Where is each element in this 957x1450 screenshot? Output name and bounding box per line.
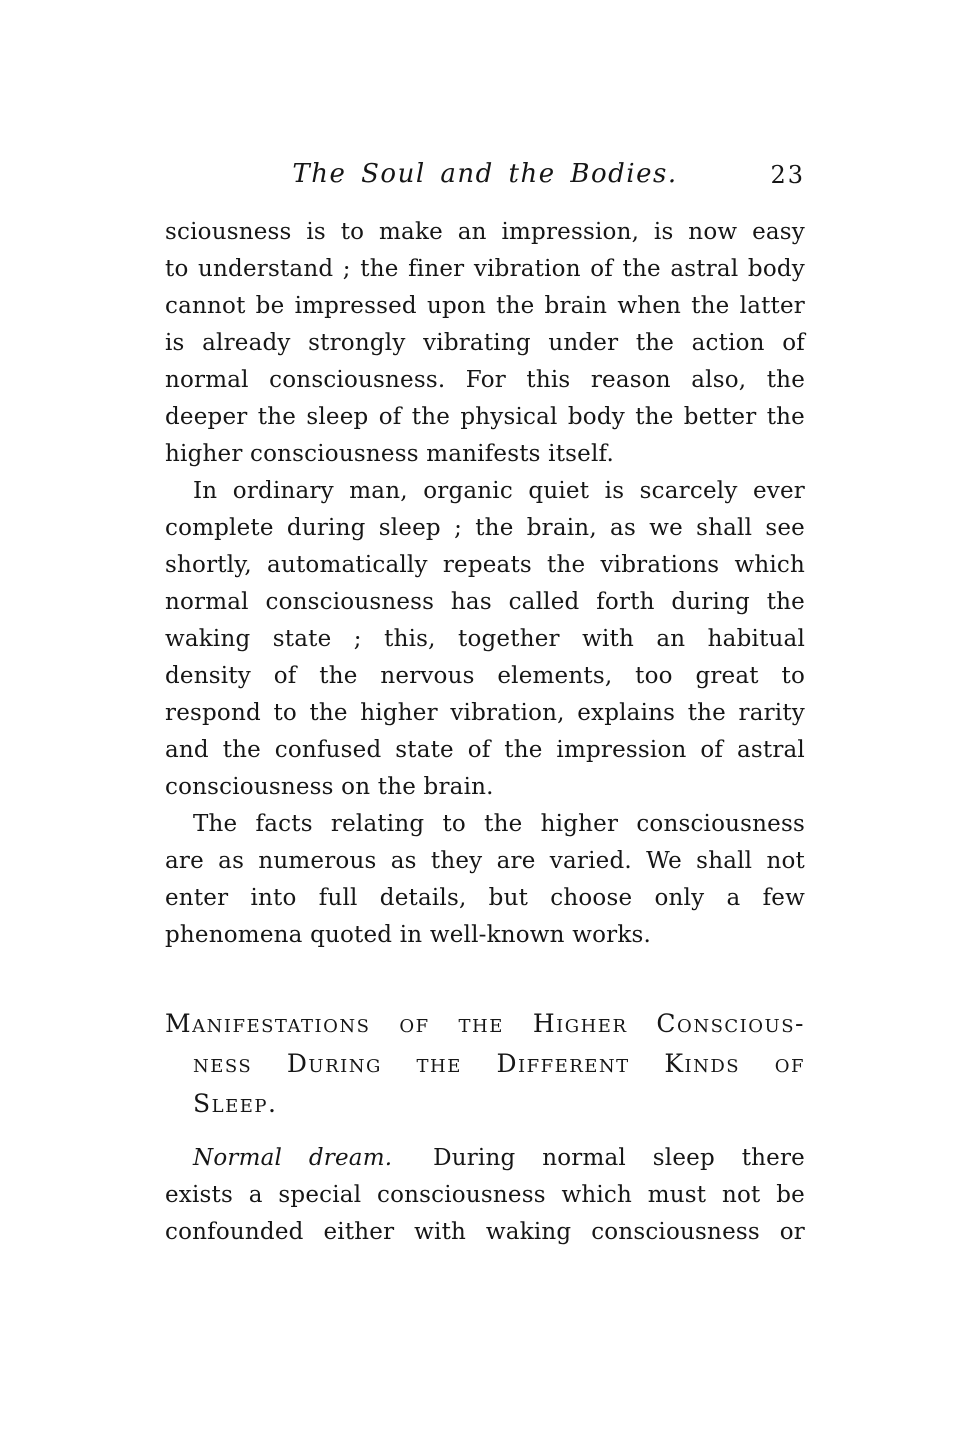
paragraph-1 [165,214,805,473]
text-line: enter into full details, but choose only a few [165,885,805,911]
text-line: normal consciousness has called forth during the [165,589,805,615]
text-line: deeper the sleep of the physical body the better the [165,404,805,430]
text-line: confounded either with waking consciousness or [165,1219,805,1245]
section-heading [165,1004,805,1124]
text-line: and the confused state of the impression of astral [165,737,805,763]
text-line: is already strongly vibrating under the action of [165,330,805,356]
text-line: shortly, automatically repeats the vibrations which [165,552,805,578]
text-line: In ordinary man, organic quiet is scarcely ever [193,478,805,504]
section-heading-line: Sleep. [193,1089,278,1118]
text-line: sciousness is to make an impression, is now easy [165,219,805,245]
text-line [165,1140,805,1177]
text-line: respond to the higher vibration, explains the rarity [165,700,805,726]
text-line: higher consciousness manifests itself. [165,441,614,467]
text-line: exists a special consciousness which must not be [165,1182,805,1208]
text-line: complete during sleep ; the brain, as we shall see [165,515,805,541]
text-line: waking state ; this, together with an habitual [165,626,805,652]
paragraph-3 [165,806,805,954]
text-line: cannot be impressed upon the brain when the latter [165,293,805,319]
page-header [165,158,805,190]
paragraph-4 [165,1140,805,1251]
section-heading-line: Manifestations of the Higher Conscious- [165,1009,805,1038]
text-line: consciousness on the brain. [165,774,494,800]
text-line: to understand ; the finer vibration of the astral body [165,256,805,282]
section-heading-line: ness During the Different Kinds of [193,1049,805,1078]
paragraph-2 [165,473,805,806]
text-line: density of the nervous elements, too great to [165,663,805,689]
text-line: phenomena quoted in well-known works. [165,922,651,948]
running-title: The Soul and the Bodies. [292,159,678,189]
page-number: 23 [770,161,805,189]
text-line: normal consciousness. For this reason also, the [165,367,805,393]
text-block [165,158,805,1251]
body-text [165,214,805,1251]
text-line: are as numerous as they are varied. We shall not [165,848,805,874]
italic-lead: Normal dream. [193,1145,393,1171]
text-line: The facts relating to the higher consciousness [193,811,805,837]
lead-line-text: During normal sleep there [433,1145,805,1171]
